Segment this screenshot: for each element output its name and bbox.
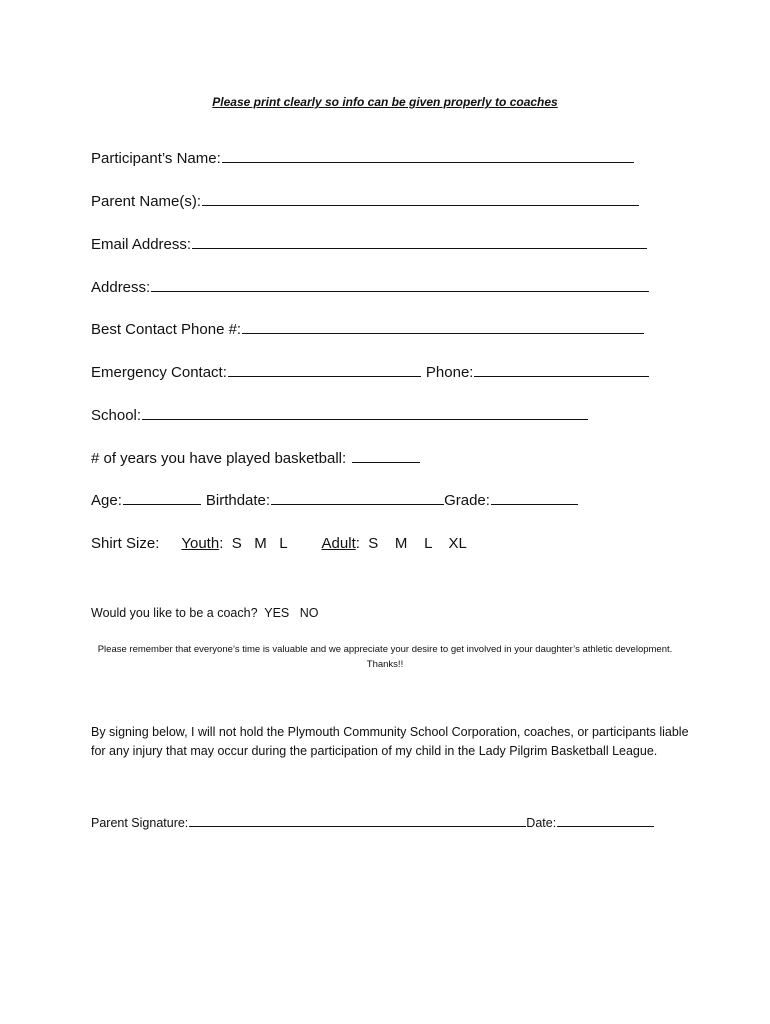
- address-label: Address:: [91, 279, 151, 296]
- adult-label: Adult: [321, 535, 356, 552]
- participant-name-label: Participant’s Name:: [91, 150, 221, 167]
- grade-label: Grade:: [444, 492, 490, 509]
- reminder-note: Please remember that everyone’s time is valuable and we appreciate your desire to get involved in your daughter’s athletic development. Thanks!!: [97, 644, 673, 670]
- emergency-phone-label: Phone:: [425, 364, 474, 381]
- years-played-row: [91, 450, 420, 467]
- email-row: [91, 236, 647, 253]
- address-row: [91, 279, 649, 296]
- form-instruction: Please print clearly so info can be given properly to coaches: [212, 95, 558, 109]
- coach-question[interactable]: Would you like to be a coach? YES NO: [91, 606, 319, 620]
- address-field[interactable]: [151, 290, 649, 292]
- birthdate-label: Birthdate:: [205, 492, 271, 509]
- emergency-contact-row: [91, 364, 649, 381]
- date-label: Date:: [526, 816, 557, 830]
- email-field[interactable]: [192, 247, 647, 249]
- participant-name-field[interactable]: [222, 161, 634, 163]
- age-field[interactable]: [123, 503, 201, 505]
- emergency-contact-label: Emergency Contact:: [91, 364, 227, 381]
- years-played-label: # of years you have played basketball:: [91, 450, 347, 467]
- parent-signature-label: Parent Signature:: [91, 816, 189, 830]
- emergency-phone-field[interactable]: [474, 375, 649, 377]
- parent-names-field[interactable]: [202, 204, 639, 206]
- parent-names-row: [91, 193, 639, 210]
- participant-name-row: [91, 150, 634, 167]
- shirt-size-label: Shirt Size:: [91, 535, 160, 552]
- youth-label: Youth: [181, 535, 220, 552]
- birthdate-field[interactable]: [271, 503, 444, 505]
- age-label: Age:: [91, 492, 122, 509]
- school-field[interactable]: [142, 418, 588, 420]
- best-phone-label: Best Contact Phone #:: [91, 321, 242, 338]
- emergency-contact-field[interactable]: [228, 375, 421, 377]
- parent-signature-field[interactable]: [189, 825, 526, 827]
- date-field[interactable]: [557, 825, 654, 827]
- waiver-text: By signing below, I will not hold the Plymouth Community School Corporation, coaches, or participants liable for any injury that may occur during the participation of my child in the Lady Pilgrim Basketball League.: [91, 725, 689, 758]
- best-phone-field[interactable]: [242, 332, 644, 334]
- school-row: [91, 407, 588, 424]
- email-label: Email Address:: [91, 236, 192, 253]
- shirt-size-row: [91, 535, 467, 552]
- age-birthdate-grade-row: [91, 492, 578, 509]
- youth-sizes[interactable]: : S M L: [219, 535, 288, 552]
- best-phone-row: [91, 321, 644, 338]
- adult-sizes[interactable]: : S M L XL: [355, 535, 467, 552]
- grade-field[interactable]: [491, 503, 578, 505]
- parent-names-label: Parent Name(s):: [91, 193, 202, 210]
- years-played-field[interactable]: [352, 461, 420, 463]
- school-label: School:: [91, 407, 142, 424]
- signature-row: [91, 816, 654, 830]
